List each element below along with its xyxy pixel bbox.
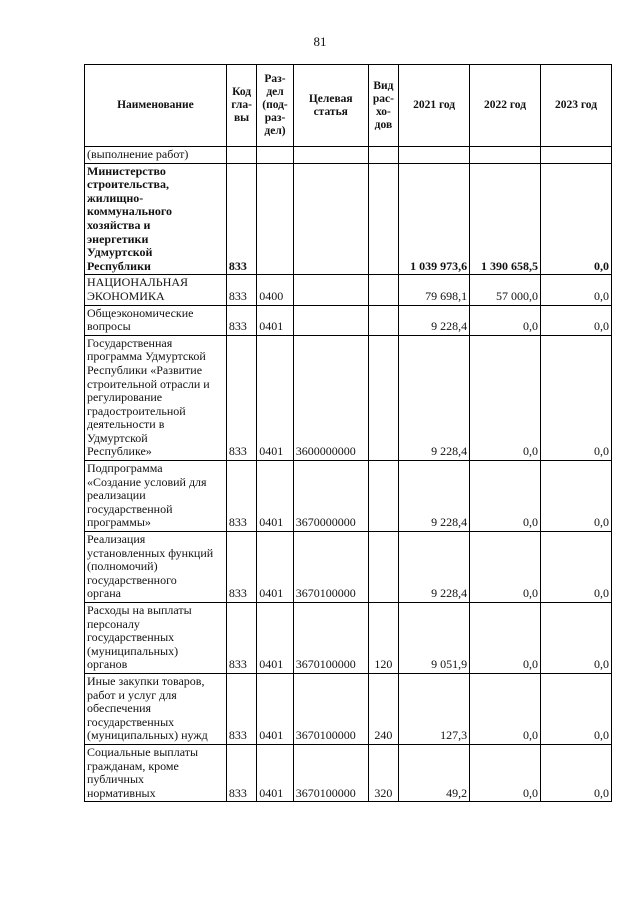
header-section: Раз- дел (под- раз- дел): [257, 65, 293, 147]
row-2023: 0,0: [541, 603, 612, 674]
row-code: 833: [226, 335, 256, 460]
row-code: 833: [226, 461, 256, 532]
row-name: Социальные выплаты гражданам, кроме публичных нормативных: [85, 744, 227, 801]
header-code: Код гла- вы: [226, 65, 256, 147]
row-section: 0401: [257, 305, 293, 335]
row-section: [257, 163, 293, 275]
row-section: 0401: [257, 461, 293, 532]
row-section: 0401: [257, 335, 293, 460]
row-2023: 0,0: [541, 744, 612, 801]
budget-table: [84, 64, 612, 802]
row-target: [293, 275, 368, 305]
row-2022: 0,0: [470, 305, 541, 335]
table-row: [85, 461, 612, 532]
row-section: 0401: [257, 673, 293, 744]
row-2023: 0,0: [541, 673, 612, 744]
row-section: 0401: [257, 744, 293, 801]
row-2022: 57 000,0: [470, 275, 541, 305]
row-2022: 0,0: [470, 603, 541, 674]
row-code: [226, 147, 256, 164]
row-code: 833: [226, 673, 256, 744]
row-target: [293, 163, 368, 275]
row-name: Подпрограмма «Создание условий для реализации государственной программы»: [85, 461, 227, 532]
row-name: Государственная программа Удмуртской Республики «Развитие строительной отрасли и регулирование градостроительной деятельности в Удмуртской Республике»: [85, 335, 227, 460]
row-code: 833: [226, 532, 256, 603]
row-type: 320: [368, 744, 398, 801]
row-2022: 0,0: [470, 673, 541, 744]
row-2022: 0,0: [470, 335, 541, 460]
row-target: [293, 147, 368, 164]
table-row: [85, 744, 612, 801]
table-row: [85, 147, 612, 164]
row-2022: [470, 147, 541, 164]
row-target: 3670100000: [293, 673, 368, 744]
row-name: Реализация установленных функций (полномочий) государственного органа: [85, 532, 227, 603]
header-2023: 2023 год: [541, 65, 612, 147]
row-type: 240: [368, 673, 398, 744]
row-section: 0401: [257, 603, 293, 674]
table-row: [85, 163, 612, 275]
row-code: 833: [226, 275, 256, 305]
header-2021: 2021 год: [399, 65, 470, 147]
row-2021: 127,3: [399, 673, 470, 744]
row-target: 3670100000: [293, 532, 368, 603]
row-name: НАЦИОНАЛЬНАЯ ЭКОНОМИКА: [85, 275, 227, 305]
row-name: Общеэкономические вопросы: [85, 305, 227, 335]
row-2021: 9 228,4: [399, 532, 470, 603]
row-name: Министерство строительства, жилищно- коммунального хозяйства и энергетики Удмуртской Республики: [85, 163, 227, 275]
row-2021: 9 228,4: [399, 335, 470, 460]
row-target: 3670000000: [293, 461, 368, 532]
row-2021: 9 228,4: [399, 305, 470, 335]
header-name: Наименование: [85, 65, 227, 147]
row-name: (выполнение работ): [85, 147, 227, 164]
row-2021: 79 698,1: [399, 275, 470, 305]
row-2022: 0,0: [470, 461, 541, 532]
row-target: 3670100000: [293, 744, 368, 801]
row-2023: [541, 147, 612, 164]
page-number: 81: [313, 34, 327, 49]
table-row: [85, 335, 612, 460]
table-row: [85, 603, 612, 674]
row-name: Иные закупки товаров, работ и услуг для обеспечения государственных (муниципальных) нужд: [85, 673, 227, 744]
row-2021: 9 228,4: [399, 461, 470, 532]
table-row: [85, 673, 612, 744]
row-2021: 1 039 973,6: [399, 163, 470, 275]
row-2023: 0,0: [541, 335, 612, 460]
header-2022: 2022 год: [470, 65, 541, 147]
row-target: [293, 305, 368, 335]
row-code: 833: [226, 163, 256, 275]
row-section: 0401: [257, 532, 293, 603]
table-row: [85, 305, 612, 335]
row-2022: 1 390 658,5: [470, 163, 541, 275]
row-code: 833: [226, 744, 256, 801]
row-2023: 0,0: [541, 532, 612, 603]
table-row: [85, 275, 612, 305]
row-target: 3670100000: [293, 603, 368, 674]
row-type: [368, 163, 398, 275]
row-2023: 0,0: [541, 461, 612, 532]
row-code: 833: [226, 305, 256, 335]
header-target: Целевая статья: [293, 65, 368, 147]
row-type: [368, 275, 398, 305]
row-2021: 49,2: [399, 744, 470, 801]
header-expense-type: Вид рас- хо- дов: [368, 65, 398, 147]
row-2023: 0,0: [541, 275, 612, 305]
row-2021: 9 051,9: [399, 603, 470, 674]
row-code: 833: [226, 603, 256, 674]
row-type: 120: [368, 603, 398, 674]
row-section: [257, 147, 293, 164]
row-type: [368, 461, 398, 532]
row-section: 0400: [257, 275, 293, 305]
row-target: 3600000000: [293, 335, 368, 460]
row-2021: [399, 147, 470, 164]
table-row: [85, 532, 612, 603]
row-name: Расходы на выплаты персоналу государственных (муниципальных) органов: [85, 603, 227, 674]
row-type: [368, 335, 398, 460]
row-type: [368, 532, 398, 603]
row-2023: 0,0: [541, 305, 612, 335]
row-2022: 0,0: [470, 532, 541, 603]
row-2023: 0,0: [541, 163, 612, 275]
row-2022: 0,0: [470, 744, 541, 801]
row-type: [368, 305, 398, 335]
row-type: [368, 147, 398, 164]
